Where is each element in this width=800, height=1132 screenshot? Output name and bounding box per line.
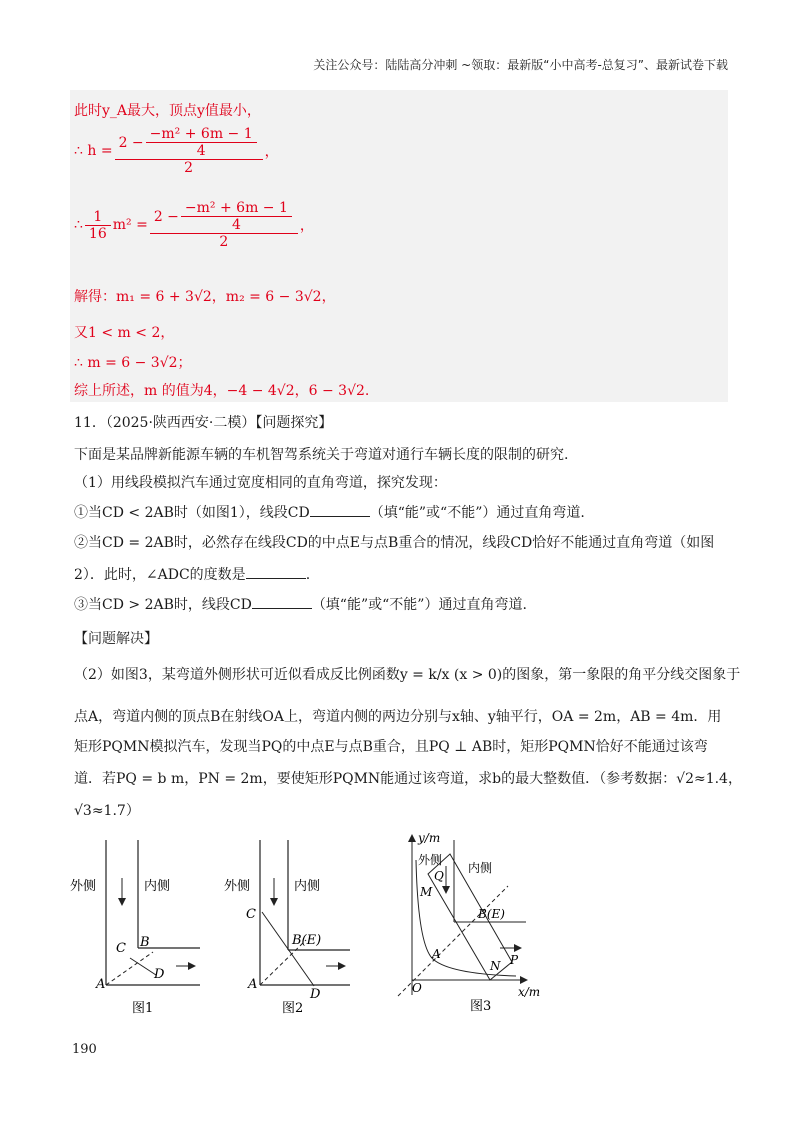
fig1-outer-label: 外侧 [70,879,97,894]
fig1-point-b: B [140,935,150,950]
solution-line-5: 又1 < m < 2， [74,325,175,341]
rhs-comma: ， [299,218,314,234]
h-fraction [115,126,263,176]
solution-line-7: 综上所述，m 的值为4，−4 − 4√2，6 − 3√2. [74,383,370,399]
one-sixteenth-fraction [85,209,111,242]
fig3-origin: O [412,981,422,995]
part-2-line3: 矩形PQMN模拟汽车，发现当PQ的中点E与点B重合，且PQ ⊥ AB时，矩形PQMN恰好不能通过该弯 [74,739,708,755]
page-header: 关注公众号：陆陆高分冲刺 ~领取：最新版“小中高考-总复习”、最新试卷下载 [313,58,728,72]
part-2-line4: 道．若PQ = b m，PN = 2m，要使矩形PQMN能通过该弯道，求b的最大整数值．（参考数据：√2≈1.4， [74,771,742,787]
part-1-heading: （1）用线段模拟汽车通过宽度相同的直角弯道，探究发现： [74,475,447,491]
figure-1 [68,840,218,1020]
part-2-line5: √3≈1.7） [74,803,140,819]
fig3-inner-label: 内侧 [468,861,493,875]
figure-2 [222,840,362,1020]
part-1b-line1: ②当CD = 2AB时，必然存在线段CD的中点E与点B重合的情况，线段CD恰好不能通过直角弯道（如图 [74,535,715,551]
solution-line-3 [74,200,314,250]
h-inner-fraction [146,126,257,159]
rhs-inner-den: 4 [231,217,241,233]
h-inner-den: 4 [196,143,206,159]
rhs-inner-num: −m² + 6m − 1 [184,200,288,216]
answer-blank-1[interactable] [310,504,370,517]
fig1-point-a: A [96,977,106,992]
h-label: ∴ h = [74,143,113,159]
fig2-point-c: C [246,907,256,922]
part-1c-tail: （填“能”或“不能”）通过直角弯道. [311,597,527,613]
fig2-point-d: D [310,987,321,1002]
problem-heading: 11．（2025·陕西西安·二模）【问题探究】 [74,415,333,431]
fig3-point-a: A [432,947,441,961]
fig3-point-be: B(E) [478,907,505,921]
rhs-fraction [150,200,298,250]
solve-heading: 【问题解决】 [74,631,158,647]
part-2-line2: 点A，弯道内侧的顶点B在射线OA上，弯道内侧的两边分别与x轴、y轴平行，OA = 2m，AB = 4m．用 [74,709,722,725]
answer-blank-3[interactable] [252,596,312,609]
part-1b-line2 [74,564,310,584]
fig2-caption: 图2 [282,1001,304,1016]
frac-num: 1 [93,208,103,225]
fig2-point-be: B(E) [292,933,322,948]
part-1c-text: ③当CD > 2AB时，线段CD [74,597,252,613]
fig3-caption: 图3 [470,999,492,1014]
rhs-den: 2 [219,234,229,250]
m-squared-eq: m² = [112,217,148,233]
fig3-y-axis-label: y/m [418,831,441,845]
solution-line-6: ∴ m = 6 − 3√2； [74,355,192,371]
fig2-outer-label: 外侧 [224,879,251,894]
fig3-point-p: P [510,953,519,967]
h-num-lead: 2 − [118,134,144,151]
part-1b-tail: . [305,567,311,583]
fig3-point-q: Q [434,869,444,883]
h-den: 2 [184,160,194,176]
fig2-point-a: A [248,977,258,992]
part-1c [74,594,527,614]
therefore-symbol: ∴ [74,217,83,233]
fig2-inner-label: 内侧 [294,879,321,894]
fig1-caption: 图1 [132,1001,154,1016]
solution-line-4: 解得：m₁ = 6 + 3√2，m₂ = 6 − 3√2， [74,289,336,305]
fig3-x-axis-label: x/m [518,985,541,999]
h-comma: ， [264,144,279,160]
fig1-point-d: D [154,967,165,982]
part-1b-text: 2）．此时，∠ADC的度数是 [74,567,246,583]
answer-blank-2[interactable] [246,566,306,579]
part-1a-text: ①当CD < 2AB时（如图1），线段CD [74,505,310,521]
frac-den: 16 [88,225,107,242]
rhs-num-lead: 2 − [153,208,179,225]
part-2-line1: （2）如图3，某弯道外侧形状可近似看成反比例函数y = k/x (x > 0)的图象，第一象限的角平分线交图象于 [74,667,741,683]
fig1-inner-label: 内侧 [144,879,171,894]
rhs-inner-fraction [181,200,292,233]
problem-intro: 下面是某品牌新能源车辆的车机智驾系统关于弯道对通行车辆长度的限制的研究. [74,447,569,463]
page-number: 190 [72,1042,97,1057]
fig3-point-n: N [490,959,501,973]
fig3-point-m: M [420,885,433,899]
figure-3 [390,830,550,1020]
part-1a-tail: （填“能”或“不能”）通过直角弯道. [369,505,585,521]
part-1a [74,502,585,522]
fig3-outer-label: 外侧 [418,853,443,867]
solution-line-2 [74,126,279,176]
solution-line-1: 此时y_A最大，顶点y值最小， [74,103,261,119]
h-inner-num: −m² + 6m − 1 [149,126,253,142]
fig1-point-c: C [116,941,126,956]
